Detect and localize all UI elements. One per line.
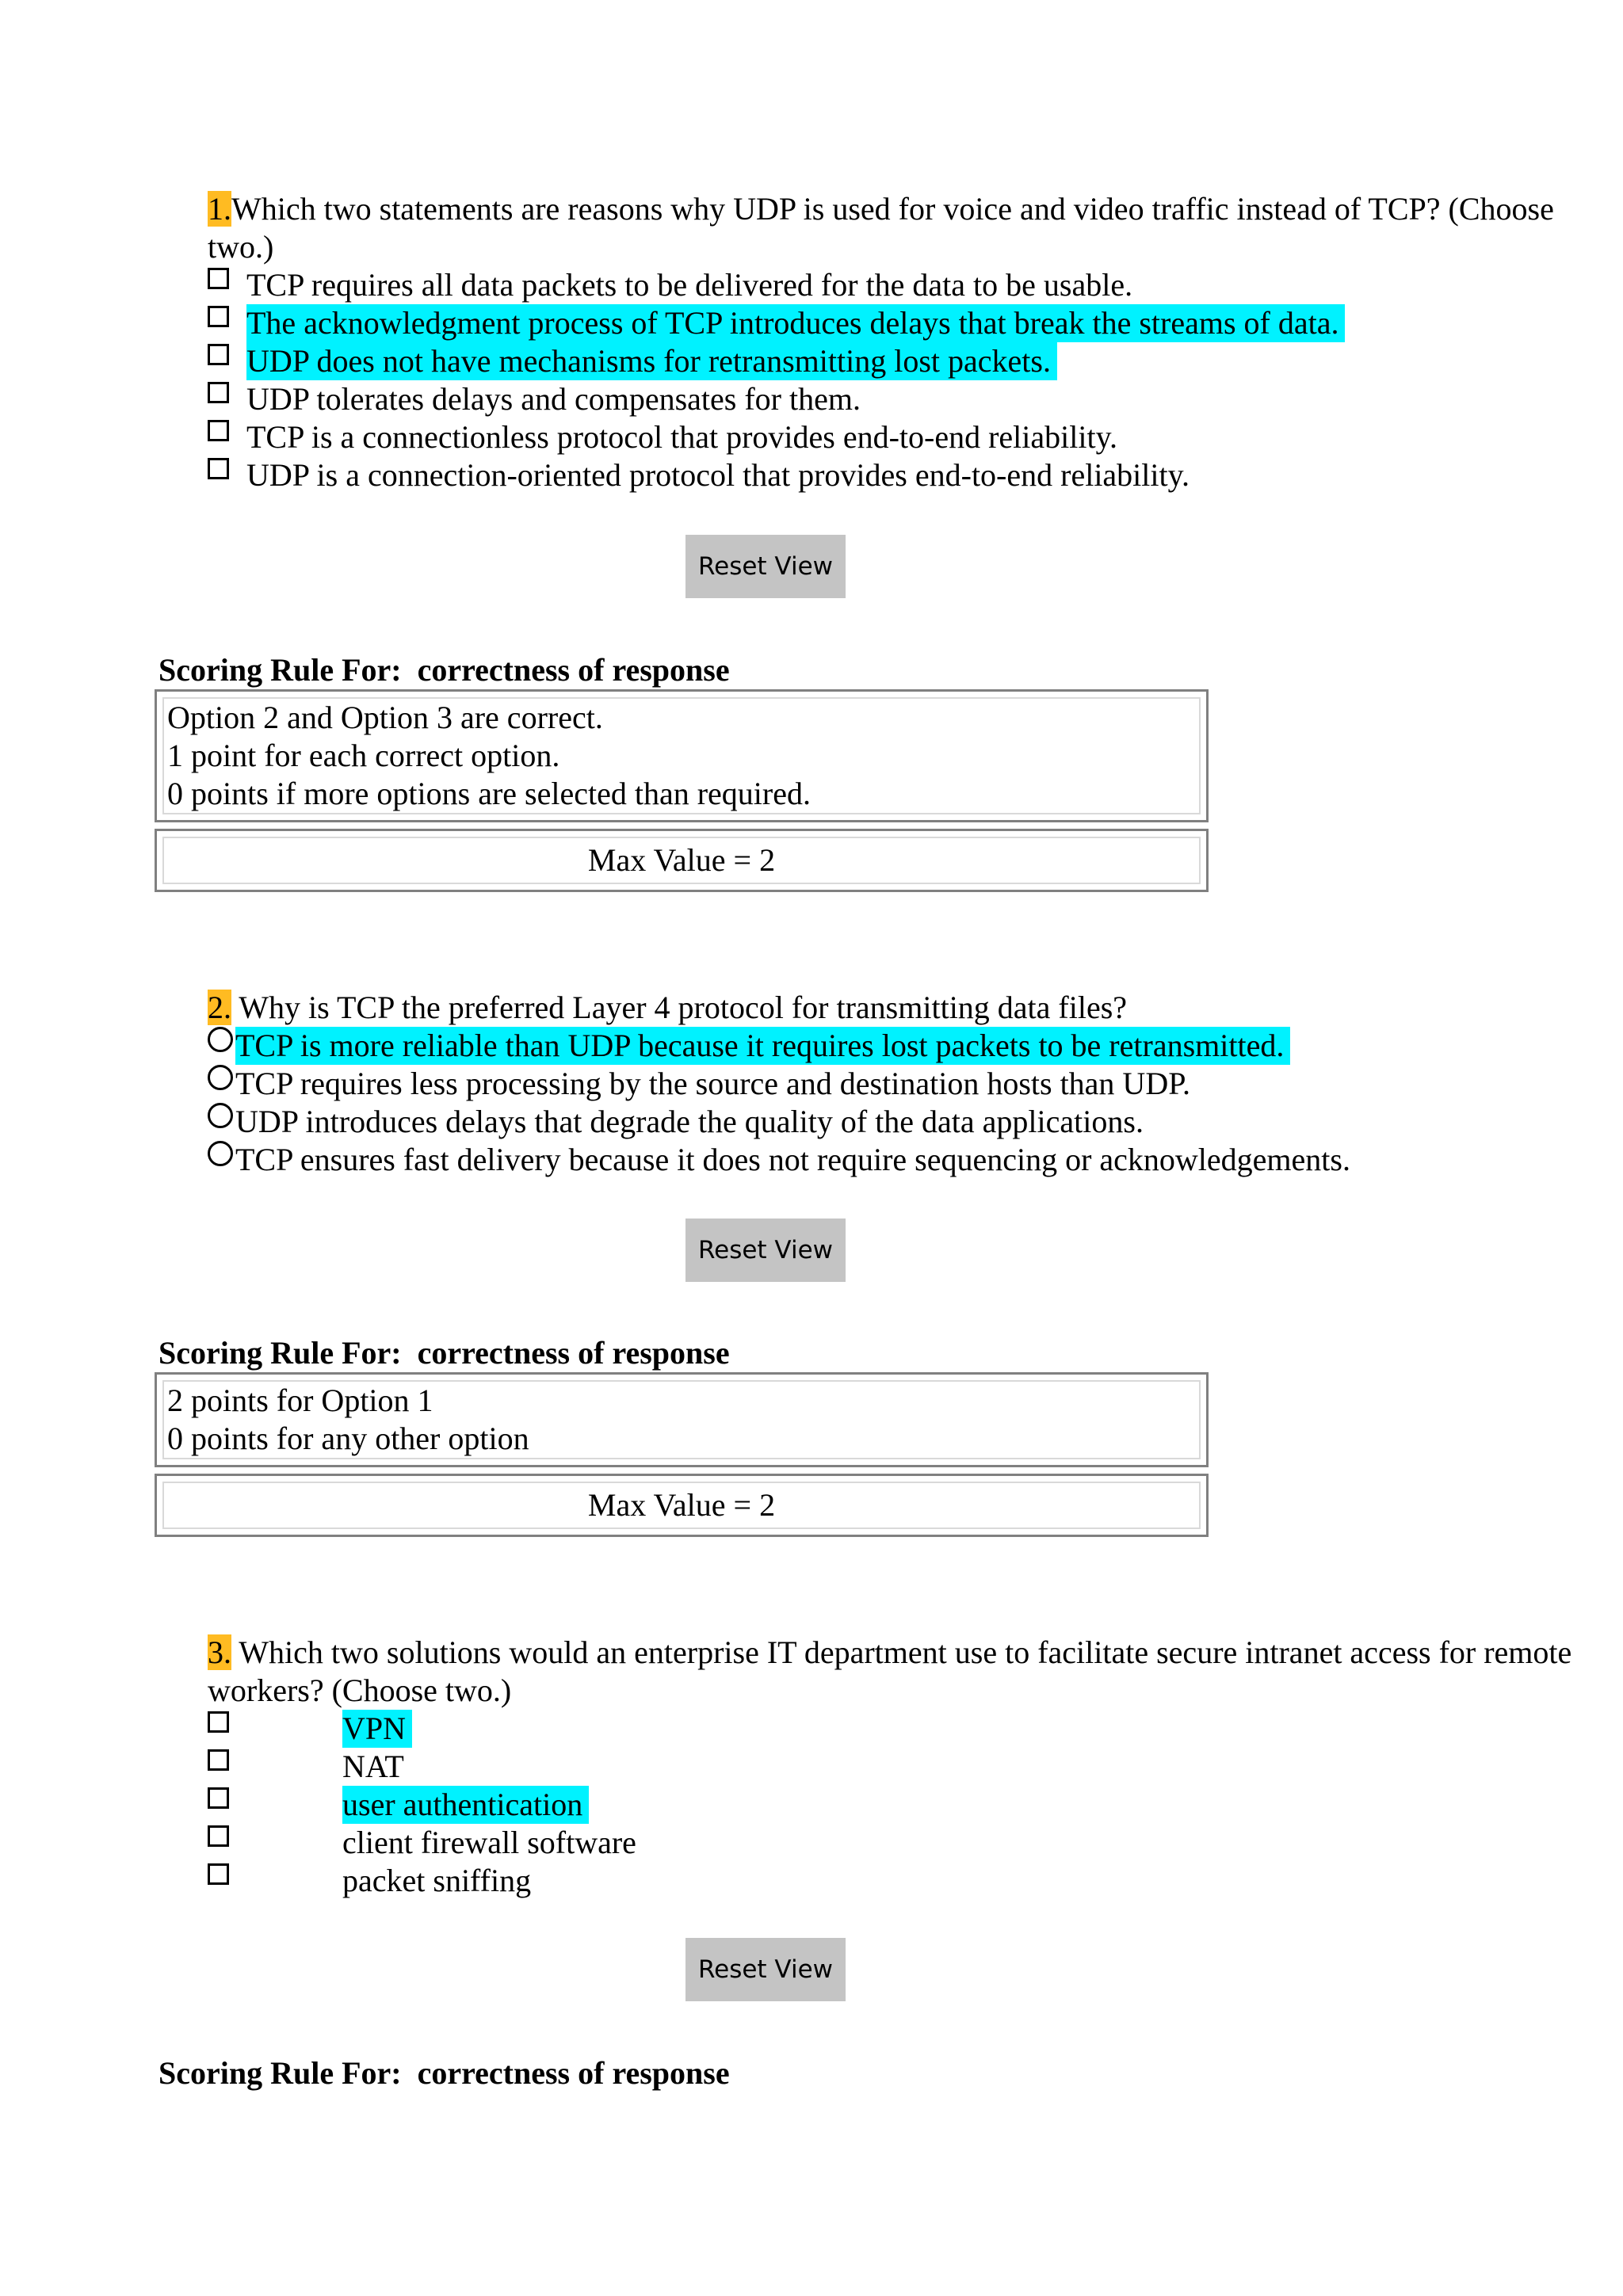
max-value-text: Max Value = 2 — [162, 1482, 1201, 1529]
reset-view-wrap-2 — [685, 1219, 846, 1282]
question-2 — [208, 989, 1618, 1179]
option-3[interactable]: UDP introduces delays that degrade the quality of the data applications. — [208, 1103, 1618, 1141]
radio-button[interactable] — [208, 1027, 233, 1052]
question-1-text: 1.Which two statements are reasons why UDP is used for voice and video traffic instead of TCP? (Choose two.) — [208, 191, 1554, 265]
checkbox[interactable] — [208, 382, 229, 403]
scoring-rule-line: 1 point for each correct option. — [167, 738, 560, 773]
checkbox[interactable] — [208, 344, 229, 365]
option-2[interactable]: NAT — [208, 1748, 1623, 1786]
scoring-rule-box — [155, 689, 1209, 822]
highlighted-answer: user authentication — [342, 1786, 589, 1824]
scoring-rule-line: 0 points if more options are selected than required. — [167, 776, 811, 811]
scoring-rule-line: 0 points for any other option — [167, 1421, 529, 1456]
option-2[interactable]: TCP requires less processing by the source and destination hosts than UDP. — [208, 1065, 1618, 1103]
scoring-rule-title: Scoring Rule For: correctness of response — [158, 1335, 730, 1371]
checkbox[interactable] — [208, 420, 229, 441]
option-5[interactable]: packet sniffing — [208, 1862, 1623, 1900]
scoring-rule-box — [155, 1372, 1209, 1467]
question-3-text: 3. Which two solutions would an enterprise IT department use to facilitate secure intranet access for remote workers? (Choose two.) — [208, 1634, 1572, 1708]
reset-view-button[interactable]: Reset View — [685, 1219, 846, 1282]
checkbox[interactable] — [208, 1711, 229, 1733]
option-4[interactable]: TCP ensures fast delivery because it does not require sequencing or acknowledgements. — [208, 1141, 1618, 1179]
radio-button[interactable] — [208, 1103, 233, 1128]
highlighted-answer: VPN — [342, 1710, 412, 1748]
checkbox[interactable] — [208, 306, 229, 327]
checkbox[interactable] — [208, 1749, 229, 1771]
max-value-text: Max Value = 2 — [162, 837, 1201, 884]
checkbox[interactable] — [208, 268, 229, 289]
highlighted-answer: The acknowledgment process of TCP introduces delays that break the streams of data. — [246, 304, 1345, 342]
option-5[interactable]: TCP is a connectionless protocol that provides end-to-end reliability. — [208, 418, 1618, 456]
option-4[interactable]: client firewall software — [208, 1824, 1623, 1862]
option-1[interactable] — [208, 1027, 1618, 1065]
checkbox[interactable] — [208, 1787, 229, 1809]
option-2[interactable] — [208, 304, 1618, 342]
max-value-box — [155, 829, 1209, 892]
scoring-rule-line: 2 points for Option 1 — [167, 1383, 433, 1418]
question-number: 3. — [208, 1634, 231, 1670]
question-2-text: 2. Why is TCP the preferred Layer 4 protocol for transmitting data files? — [208, 990, 1128, 1025]
scoring-rule-content — [162, 697, 1201, 814]
highlighted-answer: UDP does not have mechanisms for retransmitting lost packets. — [246, 342, 1057, 380]
radio-button[interactable] — [208, 1141, 233, 1166]
option-1[interactable]: TCP requires all data packets to be delivered for the data to be usable. — [208, 266, 1618, 304]
scoring-rule-title: Scoring Rule For: correctness of response — [158, 652, 730, 688]
checkbox[interactable] — [208, 458, 229, 479]
question-1 — [208, 190, 1618, 494]
reset-view-button[interactable]: Reset View — [685, 1938, 846, 2001]
option-1[interactable] — [208, 1710, 1623, 1748]
scoring-rule-content — [162, 1380, 1201, 1459]
reset-view-wrap-1 — [685, 535, 846, 598]
question-3 — [208, 1634, 1623, 1900]
question-number: 2. — [208, 990, 231, 1025]
max-value-box — [155, 1474, 1209, 1537]
reset-view-button[interactable]: Reset View — [685, 535, 846, 598]
option-3[interactable] — [208, 342, 1618, 380]
scoring-rule-line: Option 2 and Option 3 are correct. — [167, 700, 603, 735]
highlighted-answer: TCP is more reliable than UDP because it requires lost packets to be retransmitted. — [235, 1027, 1290, 1065]
checkbox[interactable] — [208, 1863, 229, 1885]
question-number: 1. — [208, 191, 231, 227]
scoring-rule-title: Scoring Rule For: correctness of response — [158, 2055, 730, 2091]
option-3[interactable] — [208, 1786, 1623, 1824]
checkbox[interactable] — [208, 1825, 229, 1847]
reset-view-wrap-3 — [685, 1938, 846, 2001]
option-4[interactable]: UDP tolerates delays and compensates for them. — [208, 380, 1618, 418]
radio-button[interactable] — [208, 1065, 233, 1090]
option-6[interactable]: UDP is a connection-oriented protocol that provides end-to-end reliability. — [208, 456, 1618, 494]
